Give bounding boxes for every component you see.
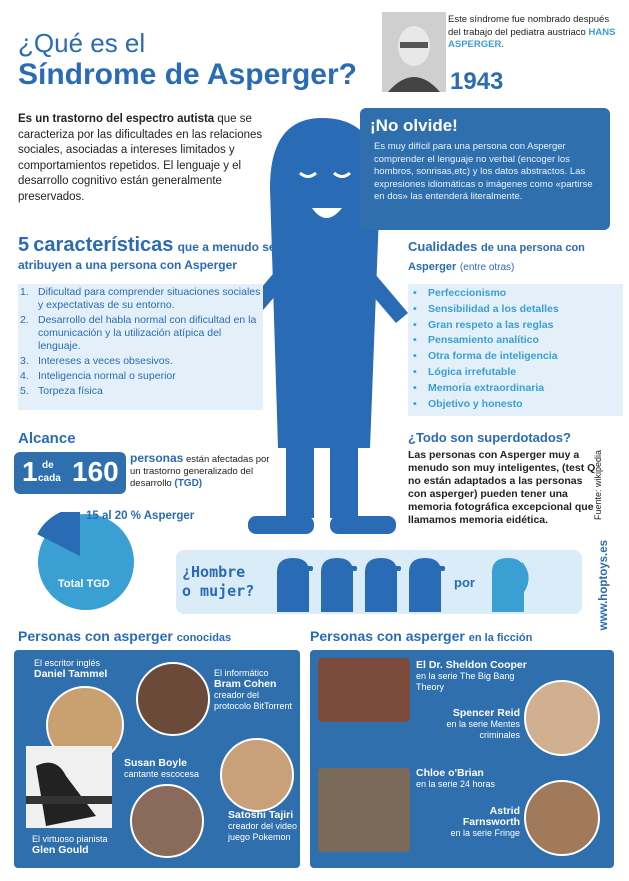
- cualidad-item: • Otra forma de inteligencia: [408, 349, 623, 365]
- cualidades-heading: Cualidades de una persona con Asperger (entre otras): [408, 239, 585, 273]
- hm-question: ¿Hombre o mujer?: [182, 563, 255, 600]
- sheldon-photo: [318, 658, 410, 722]
- pie-total-label: Total TGD: [58, 578, 110, 590]
- fuente: Fuente: wikipedia: [593, 450, 603, 521]
- caracteristicas-heading: 5 características que a menudo se atribuyen a una persona con Asperger: [18, 234, 276, 272]
- caracteristica-item: 5. Torpeza física: [20, 385, 103, 397]
- caracteristicas-list: [18, 284, 263, 410]
- stat-de: de: [42, 460, 54, 471]
- no-olvide-title: ¡No olvide!: [370, 116, 458, 135]
- superdotados-body: Las personas con Asperger muy a menudo son muy inteligentes, (test Q no están adaptados a las personas con asperger) pueden tener una memoria fotográfica excepcional que llamamos memoria eidética.: [408, 449, 596, 526]
- stat-cada: cada: [38, 473, 61, 484]
- person-spencer: Spencer Reid en la serie Mentes criminales: [446, 707, 520, 740]
- chloe-photo: [318, 768, 410, 852]
- cualidad-item: • Memoria extraordinaria: [408, 381, 623, 397]
- title-line1: ¿Qué es el: [18, 28, 146, 58]
- no-olvide-body: Es muy difícil para una persona con Asperger comprender el lenguaje no verbal (encoger los hombros, sonrisas,etc) y los datos abstractos. Las expresiones idiomáticas o imágenes como «partirse en dos» las entenderá literalmente.: [374, 141, 593, 202]
- cualidad-item: • Gran respeto a las reglas: [408, 318, 623, 334]
- named-text: Este síndrome fue nombrado después del trabajo del pediatra austriaco HANS ASPERGER.: [448, 14, 616, 50]
- conocidas-heading: Personas con asperger conocidas: [18, 628, 232, 644]
- person-chloe: Chloe o'Brian en la serie 24 horas: [416, 767, 496, 789]
- person-daniel: El escritor inglés Daniel Tammel: [34, 658, 108, 680]
- stat-one: 1: [22, 456, 38, 487]
- ficcion-heading: Personas con asperger en la ficción: [310, 628, 533, 644]
- cualidad-item: • Lógica irrefutable: [408, 365, 623, 381]
- intro-paragraph: Es un trastorno del espectro autista que se caracteriza por las dificultades en las relaciones sociales, asociadas a intereses limitados y comportamientos repetidos. El lenguaje y el desarrollo cognitivo están generalmente preservados.: [18, 113, 263, 203]
- satoshi-photo: [220, 738, 294, 812]
- alcance-heading: Alcance: [18, 430, 76, 447]
- caracteristica-item: 3. Intereses a veces obsesivos.: [20, 355, 173, 367]
- conocidas-panel: [14, 650, 300, 868]
- spencer-photo: [524, 680, 600, 756]
- tgd-pie-chart: [36, 512, 136, 612]
- no-olvide-box: [360, 108, 610, 230]
- bram-photo: [136, 662, 210, 736]
- stat-box: [14, 452, 126, 494]
- male-figures: [271, 556, 446, 612]
- person-susan: Susan Boyle cantante escocesa: [124, 757, 200, 779]
- person-glen: El virtuoso pianista Glen Gould: [32, 834, 108, 856]
- site-url: www.hoptoys.es: [598, 540, 610, 631]
- cualidades-list: [408, 284, 623, 416]
- year-1943: 1943: [450, 68, 504, 95]
- stat-description: personas están afectadas por un trastorno generalizado del desarrollo (TGD): [130, 451, 270, 489]
- person-satoshi: Satoshi Tajiri creador del video juego Pokemon: [228, 809, 298, 842]
- stat-num: 160: [72, 456, 119, 487]
- cualidad-item: • Pensamiento analítico: [408, 333, 623, 349]
- caracteristica-item: 4. Inteligencia normal o superior: [20, 370, 176, 382]
- page-title: Síndrome de Asperger?: [18, 58, 357, 91]
- female-figure: [486, 556, 530, 612]
- pie-asperger-label: 15 al 20 % Asperger: [86, 510, 195, 522]
- caracteristica-item: 1. Dificultad para comprender situaciones sociales y expectativas de su entorno.: [20, 286, 261, 311]
- por-label: por: [454, 575, 475, 590]
- cualidad-item: • Perfeccionismo: [408, 286, 623, 302]
- hombre-mujer-box: [176, 550, 582, 614]
- person-sheldon: El Dr. Sheldon Cooper en la serie The Big Bang Theory: [416, 659, 527, 692]
- cualidad-item: • Objetivo y honesto: [408, 397, 623, 413]
- person-bram: El informático Bram Cohen creador del protocolo BitTorrent: [214, 668, 293, 711]
- cualidad-item: • Sensibilidad a los detalles: [408, 302, 623, 318]
- susan-photo: [130, 784, 204, 858]
- person-astrid: Astrid Farnsworth en la serie Fringe: [450, 805, 520, 838]
- ficcion-panel: [310, 650, 614, 868]
- caracteristica-item: 2. Desarrollo del habla normal con dificultad en la comunicación y la utilización atípica del lenguaje.: [20, 314, 257, 352]
- superdotados-heading: ¿Todo son superdotados?: [408, 430, 571, 445]
- glen-photo: [26, 746, 112, 828]
- hans-asperger-photo: [382, 12, 446, 92]
- astrid-photo: [524, 780, 600, 856]
